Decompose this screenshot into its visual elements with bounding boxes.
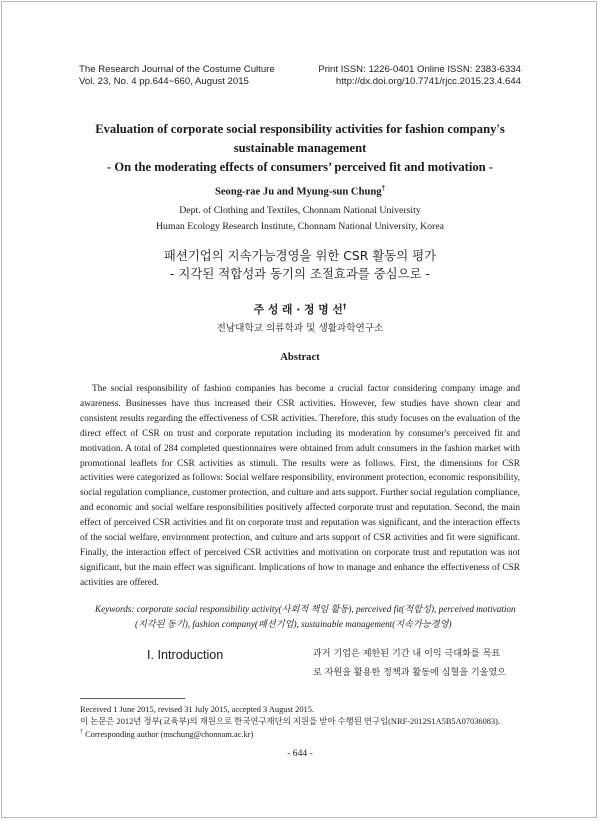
introduction-heading: I. Introduction [147,648,224,662]
affiliation-1: Dept. of Clothing and Textiles, Chonnam National University [179,205,421,216]
title-block [60,120,540,177]
abstract-body: The social responsibility of fashion companies has become a crucial factor considering company image and awareness. Businesses have thus increased their CSR activities. However, few studies have shown clear and consistent results regarding the effectiveness of CSR activities. Therefore, this study focuses on the evaluation of the direct effect of CSR on trust and corporate reputation including its moderation by consumer's perceived fit and motivation. A total of 284 completed questionnaires were obtained from adult consumers in the fashion market with promotional leaflets for CSR activities as stimuli. The results were as follows. First, the dimensions for CSR activities were categorized as follows: Social welfare responsibility, environment protection, economic responsibility, social regulation compliance, customer protection, and culture and arts support. Further social regulation compliance, and economic and social welfare responsibilities positively affected corporate trust and reputation. Second, the main effect of perceived CSR activities and fit on corporate trust and reputation was significant, and the interaction effects of the social welfare, environment protection, and culture and arts support of CSR activities and fit were significant. Finally, the interaction effect of perceived CSR activities and motivation on corporate trust and reputation was not significant, but the main effect was significant. Implications of how to manage and enhance the effectiveness of CSR activities are offered. [80,384,520,588]
abstract-heading: Abstract [280,352,320,363]
footnote-mark: † [80,729,83,736]
issn: Print ISSN: 1226-0401 Online ISSN: 2383-6334 [318,64,521,75]
journal-name: The Research Journal of the Costume Culture [79,64,275,75]
footnote-rule [80,698,185,699]
footnotes [80,704,540,741]
received-dates: Received 1 June 2015, revised 31 July 2015, accepted 3 August 2015. [80,705,314,714]
introduction-line1: 과거 기업은 제한된 기간 내 이익 극대화를 목표 [313,649,501,659]
korean-author-names: 주 성 래 · 정 명 선 [253,303,343,316]
authors [0,184,600,198]
korean-title-line1: 패션기업의 지속가능경영을 위한 CSR 활동의 평가 [163,248,437,263]
introduction-text [313,645,526,682]
corresponding-mark: † [381,184,386,192]
author-names: Seong-rae Ju and Myung-sun Chung [214,186,382,198]
affiliation-2: Human Ecology Research Institute, Chonnam National University, Korea [155,221,445,232]
korean-authors [0,302,600,317]
doi-link[interactable]: http://dx.doi.org/10.7741/rjcc.2015.23.4.644 [335,75,521,87]
keywords-line2: (지각된 동기), fashion company(패션기업), sustainable management(지속가능경영) [135,618,452,629]
korean-title-line2: - 지각된 적합성과 동기의 조절효과를 중심으로 - [170,266,430,281]
keywords-line1: Keywords: corporate social responsibility activity(사회적 책임 활동), perceived fit(적합성), perceived motivation [95,604,516,614]
korean-corresponding-mark: † [342,302,347,311]
paper-title-line1: Evaluation of corporate social responsibility activities for fashion company's [95,122,505,136]
journal-header [79,64,521,87]
korean-affiliation: 전남대학교 의류학과 및 생활과학연구소 [216,323,384,334]
paper-title-line2: sustainable management [233,141,367,155]
corresponding-author [80,727,540,740]
korean-title [0,247,600,283]
paper-subtitle: - On the moderating effects of consumers’ perceived fit and motivation - [106,160,494,174]
introduction-line2: 로 자원을 활용한 정책과 활동에 심혈을 기울였으 [313,667,507,678]
volume-info: Vol. 23, No. 4 pp.644~660, August 2015 [79,75,249,87]
funding-note: 이 논문은 2012년 정부(교육부)의 재원으로 한국연구재단의 지원을 받아 수행된 연구임(NRF-2012S1A5B5A07036083). [80,716,501,726]
keywords [95,602,521,632]
page-number: - 644 - [287,748,313,759]
corresponding-email: Corresponding author (mschung@chonnam.ac.kr) [85,729,254,739]
